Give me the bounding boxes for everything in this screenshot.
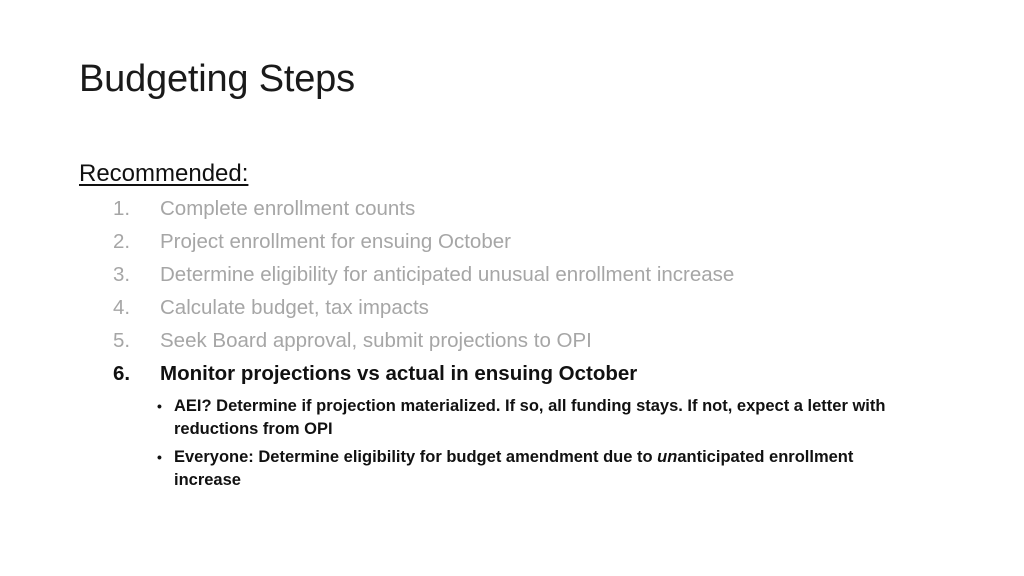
step-text: Determine eligibility for anticipated unusual enrollment increase <box>160 263 735 286</box>
step-text: Seek Board approval, submit projections to OPI <box>160 329 592 352</box>
step-item-4 <box>113 296 734 329</box>
step-item-6 <box>113 362 734 395</box>
step-item-1 <box>113 197 734 230</box>
bullet-icon: • <box>157 398 162 414</box>
step-number: 6. <box>113 362 131 385</box>
slide-title: Budgeting Steps <box>79 58 355 100</box>
step-number: 5. <box>113 329 131 352</box>
step-number: 1. <box>113 197 131 220</box>
step-text: Complete enrollment counts <box>160 197 416 220</box>
step-text: Project enrollment for ensuing October <box>160 230 511 253</box>
step-text: Monitor projections vs actual in ensuing October <box>160 362 638 385</box>
bullet-icon: • <box>157 449 162 465</box>
step-item-5 <box>113 329 734 362</box>
steps-list <box>113 197 734 395</box>
step-number: 2. <box>113 230 131 253</box>
step-item-3 <box>113 263 734 296</box>
sub-point-text: AEI? Determine if projection materialized. If so, all funding stays. If not, expect a letter with reductions from OPI <box>174 397 886 438</box>
sub-point-aei <box>157 395 917 441</box>
sub-points-list <box>157 395 917 497</box>
step-number: 4. <box>113 296 131 319</box>
step-number: 3. <box>113 263 131 286</box>
sub-point-emphasis: un <box>657 448 678 466</box>
sub-point-text <box>174 446 909 492</box>
sub-point-everyone <box>157 446 917 492</box>
step-text: Calculate budget, tax impacts <box>160 296 429 319</box>
sub-point-text-after: anticipated enrollment increase <box>174 448 854 489</box>
sub-point-text-before: Everyone: Determine eligibility for budget amendment due to <box>174 448 658 466</box>
step-item-2 <box>113 230 734 263</box>
section-label-recommended: Recommended: <box>79 160 249 187</box>
